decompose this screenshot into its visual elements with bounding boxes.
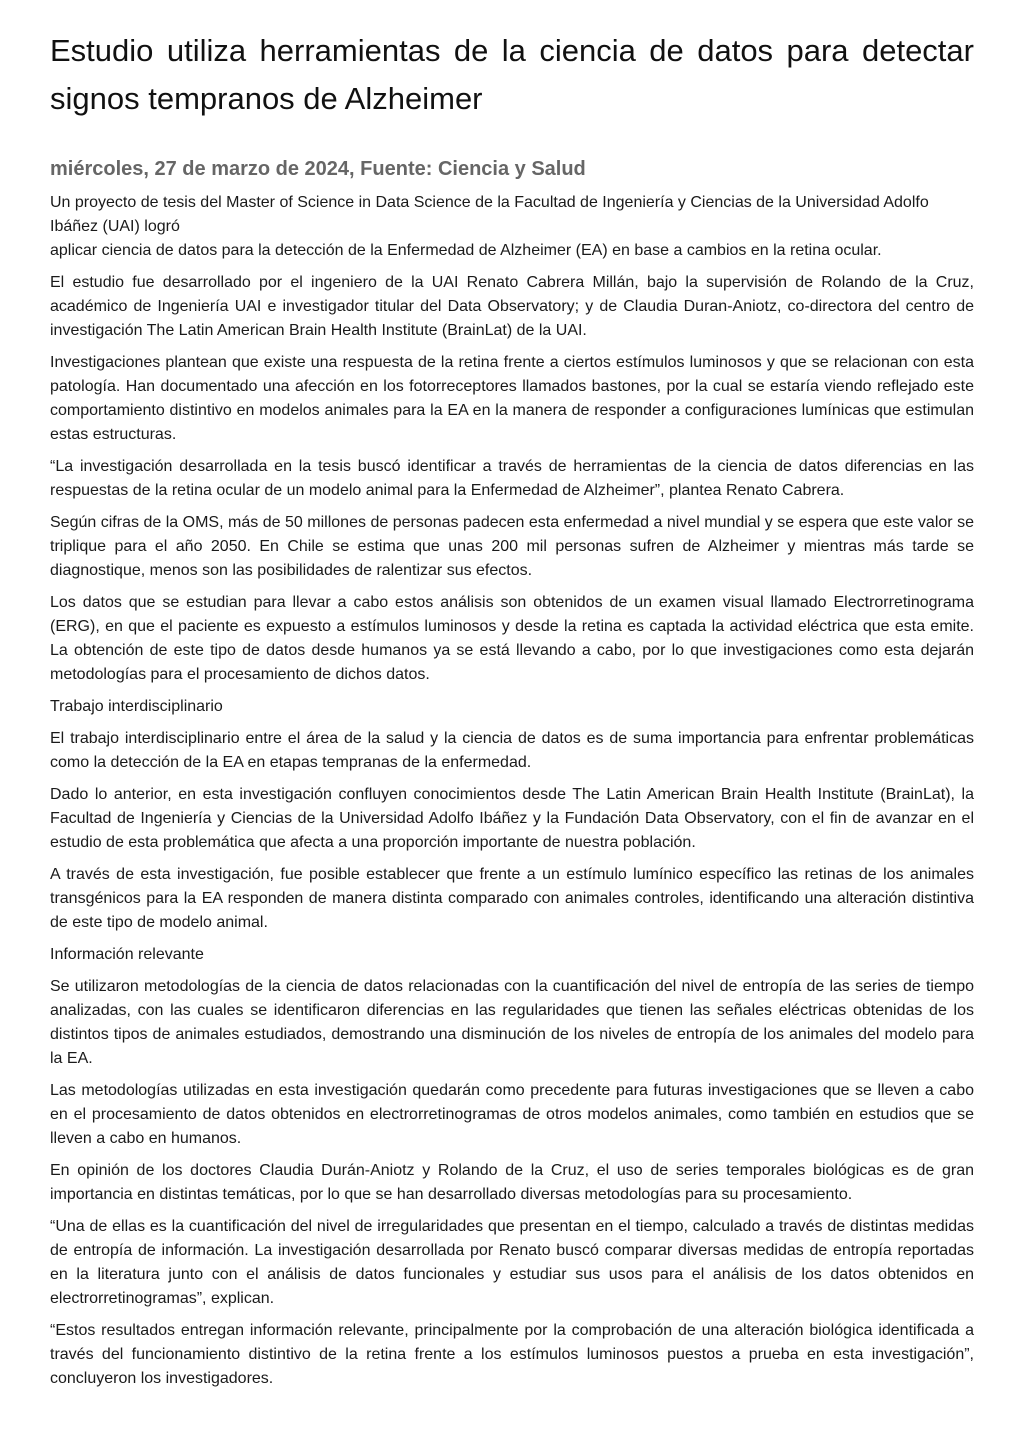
- paragraph-12: “Una de ellas es la cuantificación del nivel de irregularidades que presentan en el tiempo, calculado a través de distintas medidas de entropía de información. La investigación desarrollada por Renato buscó comparar diversas medidas de entropía reportadas en la literatura junto con el análisis de datos funcionales y estudiar sus usos para el análisis de los datos obtenidos en electrorretinogramas”, explican.: [50, 1218, 974, 1307]
- paragraph-5: Los datos que se estudian para llevar a cabo estos análisis son obtenidos de un examen visual llamado Electrorretinograma (ERG), en que el paciente es expuesto a estímulos luminosos y desde la retina es captada la actividad eléctrica que esta emite. La obtención de este tipo de datos desde humanos ya se está llevando a cabo, por lo que investigaciones como esta dejarán metodologías para el procesamiento de dichos datos.: [50, 594, 974, 683]
- paragraph-7: Dado lo anterior, en esta investigación confluyen conocimientos desde The Latin American Brain Health Institute (BrainLat), la Facultad de Ingeniería y Ciencias de la Universidad Adolfo Ibáñez y la Fundación Data Observatory, con el fin de avanzar en el estudio de esta problemática que afecta a una proporción importante de nuestra población.: [50, 786, 974, 851]
- article-meta: miércoles, 27 de marzo de 2024, Fuente: Ciencia y Salud: [50, 158, 586, 180]
- article: [50, 0, 974, 1391]
- intro-paragraph: [50, 191, 974, 263]
- paragraph-3: “La investigación desarrollada en la tesis buscó identificar a través de herramientas de la ciencia de datos diferencias en las respuestas de la retina ocular de un modelo animal para la Enfermedad de Alzheimer”, plantea Renato Cabrera.: [50, 458, 974, 499]
- paragraph-1: El estudio fue desarrollado por el ingeniero de la UAI Renato Cabrera Millán, bajo la supervisión de Rolando de la Cruz, académico de Ingeniería UAI e investigador titular del Data Observatory; y de Claudia Duran-Aniotz, co-directora del centro de investigación The Latin American Brain Health Institute (BrainLat) de la UAI.: [50, 274, 974, 339]
- intro-line-2: aplicar ciencia de datos para la detección de la Enfermedad de Alzheimer (EA) en base a cambios en la retina ocular.: [50, 242, 882, 259]
- article-title: Estudio utiliza herramientas de la ciencia de datos para detectar signos tempranos de Alzheimer: [50, 33, 974, 116]
- paragraph-9: Se utilizaron metodologías de la ciencia de datos relacionadas con la cuantificación del nivel de entropía de las series de tiempo analizadas, con las cuales se identificaron diferencias en las regularidades que tienen las señales eléctricas obtenidas de los distintos tipos de animales estudiados, demostrando una disminución de los niveles de entropía de los animales del modelo para la EA.: [50, 978, 974, 1067]
- paragraph-13: “Estos resultados entregan información relevante, principalmente por la comprobación de una alteración biológica identificada a través del funcionamiento distintivo de la retina frente a los estímulos luminosos puestos a prueba en esta investigación”, concluyeron los investigadores.: [50, 1322, 974, 1387]
- paragraph-2: Investigaciones plantean que existe una respuesta de la retina frente a ciertos estímulos luminosos y que se relacionan con esta patología. Han documentado una afección en los fotorreceptores llamados bastones, por la cual se estaría viendo reflejado este comportamiento distintivo en modelos animales para la EA en la manera de responder a configuraciones lumínicas que estimulan estas estructuras.: [50, 354, 974, 443]
- paragraph-10: Las metodologías utilizadas en esta investigación quedarán como precedente para futuras investigaciones que se lleven a cabo en el procesamiento de datos obtenidos en electrorretinogramas de otros modelos animales, como también en estudios que se lleven a cabo en humanos.: [50, 1082, 974, 1147]
- paragraph-6: El trabajo interdisciplinario entre el área de la salud y la ciencia de datos es de suma importancia para enfrentar problemáticas como la detección de la EA en etapas tempranas de la enfermedad.: [50, 730, 974, 771]
- section-heading-interdisciplinary: Trabajo interdisciplinario: [50, 698, 223, 715]
- paragraph-4: Según cifras de la OMS, más de 50 millones de personas padecen esta enfermedad a nivel mundial y se espera que este valor se triplique para el año 2050. En Chile se estima que unas 200 mil personas sufren de Alzheimer y mientras más tarde se diagnostique, menos son las posibilidades de ralentizar sus efectos.: [50, 514, 974, 579]
- intro-line-1: Un proyecto de tesis del Master of Science in Data Science de la Facultad de Ingeniería y Ciencias de la Universidad Adolfo Ibáñez (UAI) logró: [50, 194, 929, 235]
- paragraph-11: En opinión de los doctores Claudia Durán-Aniotz y Rolando de la Cruz, el uso de series temporales biológicas es de gran importancia en distintas temáticas, por lo que se han desarrollado diversas metodologías para su procesamiento.: [50, 1162, 974, 1203]
- paragraph-8: A través de esta investigación, fue posible establecer que frente a un estímulo lumínico específico las retinas de los animales transgénicos para la EA responden de manera distinta comparado con animales controles, identificando una alteración distintiva de este tipo de modelo animal.: [50, 866, 974, 931]
- section-heading-relevant-info: Información relevante: [50, 946, 204, 963]
